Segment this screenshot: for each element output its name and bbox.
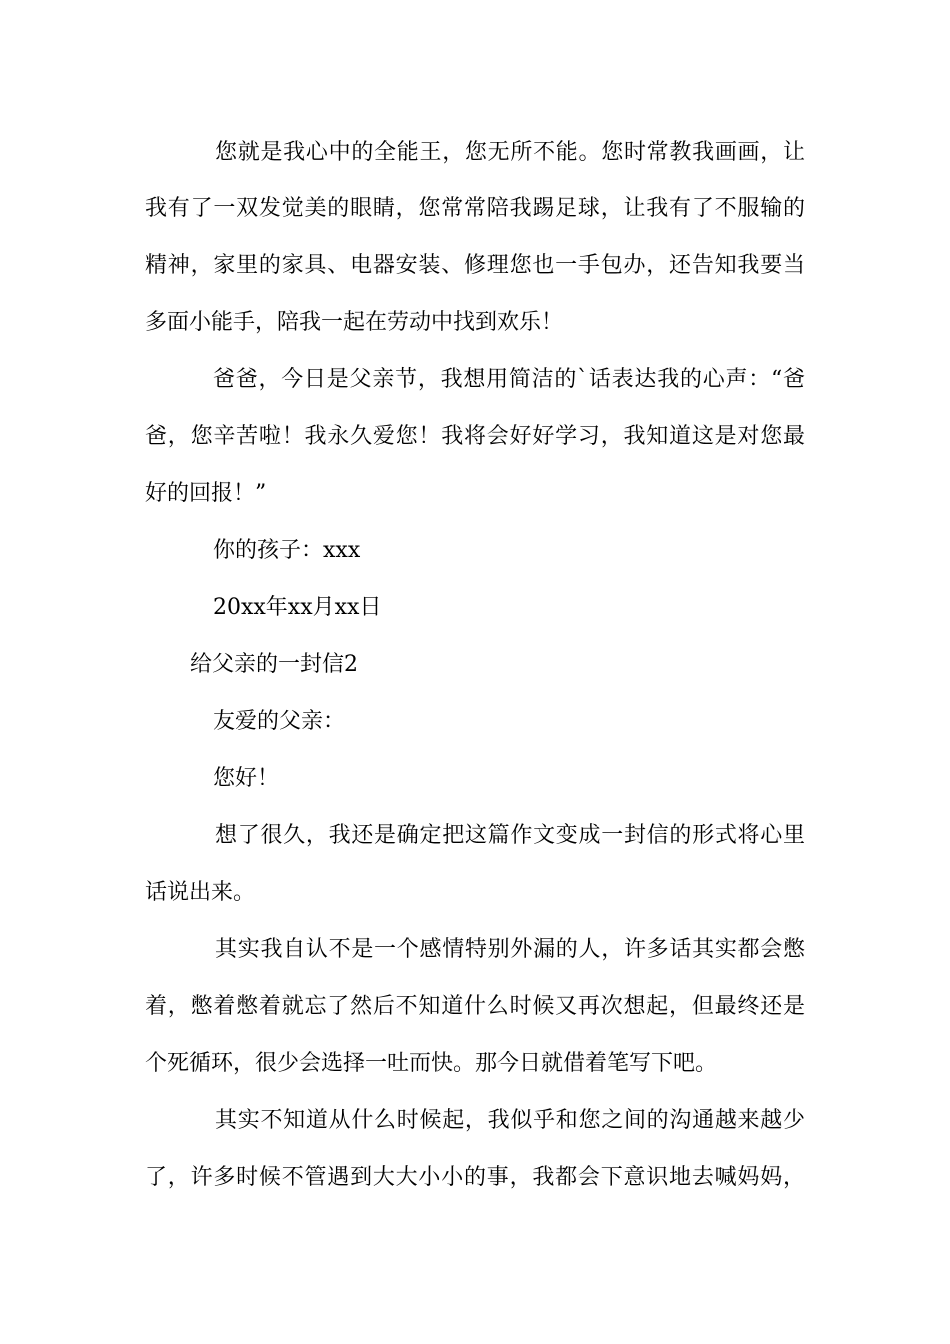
paragraph-2-line-1: 爸爸，今日是父亲节，我想用简洁的`话表达我的心声：“爸	[213, 367, 805, 392]
paragraph-1-line-3: 精神，家里的家具、电器安装、修理您也一手包办，还告知我要当	[145, 253, 805, 278]
paragraph-5-line-1: 其实不知道从什么时候起，我似乎和您之间的沟通越来越少	[215, 1108, 805, 1133]
letter-2-heading: 给父亲的一封信2	[190, 652, 358, 677]
paragraph-5-line-2: 了，许多时候不管遇到大大小小的事，我都会下意识地去喊妈妈，	[145, 1165, 805, 1190]
paragraph-3-line-1: 想了很久，我还是确定把这篇作文变成一封信的形式将心里	[215, 823, 805, 848]
paragraph-1-line-1: 您就是我心中的全能王，您无所不能。您时常教我画画，让	[215, 140, 805, 165]
paragraph-1-line-2: 我有了一双发觉美的眼睛，您常常陪我踢足球，让我有了不服输的	[145, 196, 805, 221]
paragraph-1-line-4: 多面小能手，陪我一起在劳动中找到欢乐！	[145, 310, 564, 335]
greeting-line: 友爱的父亲：	[213, 709, 346, 734]
paragraph-2-line-3: 好的回报！”	[145, 481, 267, 506]
date-line: 20xx年xx月xx日	[213, 595, 382, 620]
paragraph-4-line-1: 其实我自认不是一个感情特别外漏的人，许多话其实都会憋	[215, 937, 805, 962]
paragraph-4-line-2: 着，憋着憋着就忘了然后不知道什么时候又再次想起，但最终还是	[145, 994, 805, 1019]
hello-line: 您好！	[213, 766, 280, 791]
paragraph-3-line-2: 话说出来。	[145, 880, 256, 905]
signature-line: 你的孩子：xxx	[213, 538, 361, 563]
paragraph-4-line-3: 个死循环，很少会选择一吐而快。那今日就借着笔写下吧。	[145, 1051, 718, 1076]
paragraph-2-line-2: 爸，您辛苦啦！我永久爱您！我将会好好学习，我知道这是对您最	[145, 424, 805, 449]
